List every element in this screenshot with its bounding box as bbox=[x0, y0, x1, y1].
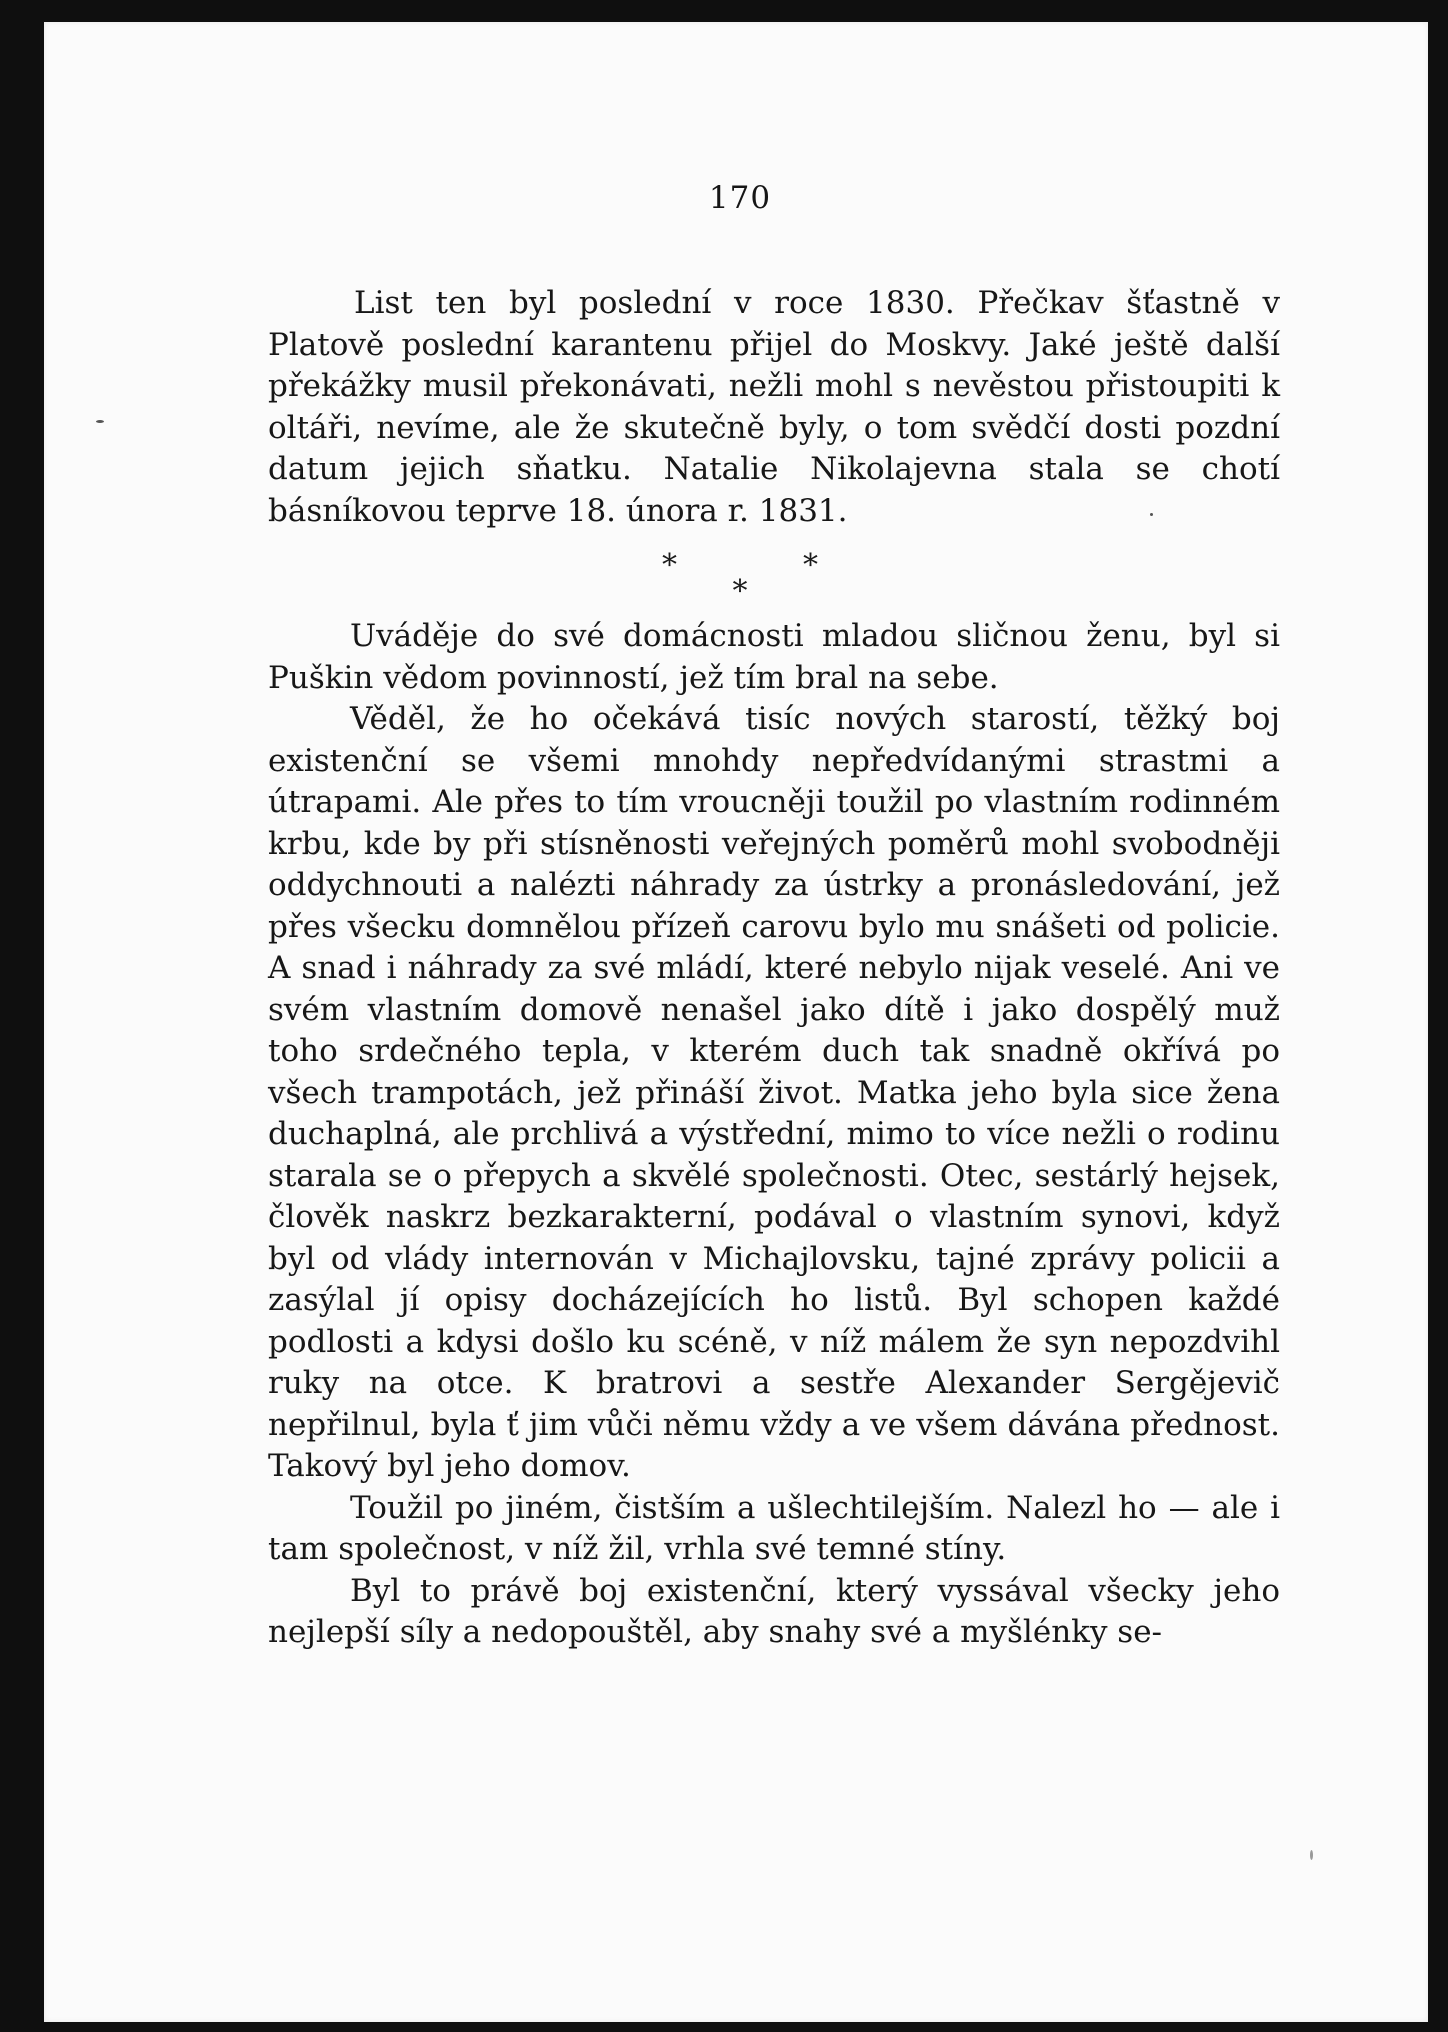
paragraph: Věděl, že ho očekává tisíc nových starostí, těžký boj existenční se všemi mnohdy nepředvídanými strastmi a útrapami. Ale přes to tím vroucněji toužil po vlastním rodinném krbu, kde by při stísněnosti veřejných poměrů mohl svobodněji oddychnouti a nalézti náhrady za ústrky a pronásledování, jež přes všecku domnělou přízeň carovu bylo mu snášeti od policie. A snad i náhrady za své mládí, které nebylo nijak veselé. Ani ve svém vlastním domově nenašel jako dítě i jako dospělý muž toho srdečného tepla, v kterém duch tak snadně okřívá po všech trampotách, jež přináší život. Matka jeho byla sice žena duchaplná, ale prchlivá a výstřední, mimo to více nežli o rodinu starala se o přepych a skvělé společnosti. Otec, sestárlý hejsek, člověk naskrz bezkarakterní, podával o vlastním synovi, když byl od vlády internován v Michajlovsku, tajné zprávy policii a zasýlal jí opisy docházejících ho listů. Byl schopen každé podlosti a kdysi došlo ku scéně, v níž málem že syn nepozdvihl ruky na otce. K bratrovi a sestře Alexander Sergějevič nepřilnul, byla ť jim vůči němu vždy a ve všem dávána přednost. Takový byl jeho domov. bbox=[268, 701, 1280, 1484]
paragraph: Byl to právě boj existenční, který vyssával všecky jeho nejlepší síly a nedopouštěl, aby snahy své a myšlénky se- bbox=[268, 1572, 1280, 1650]
asterisk: * bbox=[732, 574, 748, 609]
paragraph: Toužil po jiném, čistším a ušlechtilejším. Nalezl ho — ale i tam společnost, v níž žil, vrhla své temné stíny. bbox=[268, 1489, 1280, 1567]
scan-speck bbox=[1150, 513, 1153, 516]
paragraph: List ten byl poslední v roce 1830. Přečkav šťastně v Platově poslední karantenu přijel do Moskvy. Jaké ještě další překážky musil překonávati, nežli mohl s nevěstou přistoupiti k oltáři, nevíme, ale že skutečně byly, o tom svědčí dosti pozdní datum jejich sňatku. Natalie Nikolajevna stala se chotí básníkovou teprve 18. února r. 1831. bbox=[268, 285, 1280, 529]
paragraph: Uváděje do své domácnosti mladou sličnou ženu, byl si Puškin vědom povinností, jež tím bral na sebe. bbox=[268, 618, 1280, 696]
asterisk: * bbox=[803, 548, 819, 583]
section-two bbox=[268, 616, 1280, 1654]
page-number: 170 bbox=[708, 180, 772, 216]
asterisk: * bbox=[661, 548, 677, 583]
scan-speck bbox=[1310, 1850, 1313, 1860]
section-one bbox=[268, 283, 1280, 532]
scan-speck bbox=[96, 420, 104, 423]
